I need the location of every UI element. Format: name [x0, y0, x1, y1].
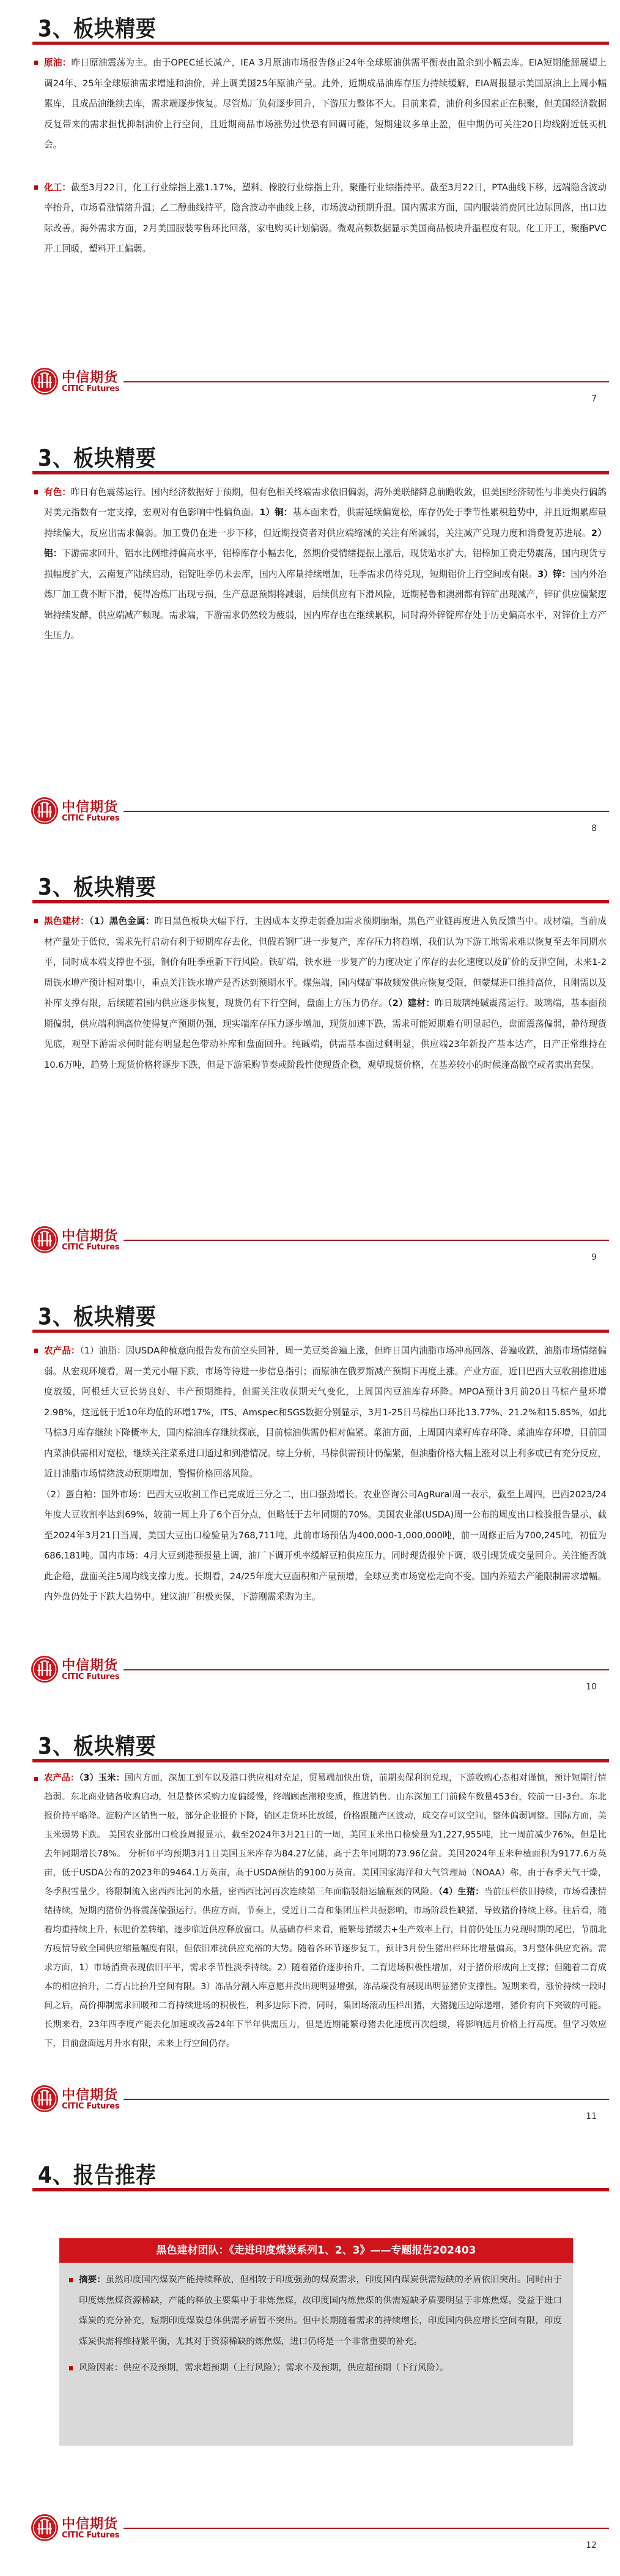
sector-label: 农产品：: [44, 1346, 80, 1356]
slide-footer: [31, 367, 609, 404]
slide-body: [44, 482, 607, 646]
page-number: 7: [591, 394, 597, 404]
brand-name-cn: 中信期货: [62, 1658, 119, 1673]
page-number: 12: [586, 2541, 597, 2551]
report-card[interactable]: [59, 2238, 573, 2446]
sector-label: 农产品：: [44, 1773, 79, 1783]
risk-text: 风险因素：供应不及预期，需求超预期（上行风险）；需求不及预期，供应超预期（下行风险）。: [79, 2363, 449, 2373]
bullet-paragraph: [44, 911, 607, 1075]
title-divider: [32, 1330, 609, 1333]
slide-body: [44, 1341, 607, 1607]
bullet-marker-icon: [69, 2278, 73, 2282]
title-divider: [32, 1759, 609, 1762]
bullet-marker-icon: [34, 1349, 38, 1353]
bullet-marker-icon: [34, 61, 38, 65]
brand-name-en: CITIC Futures: [62, 2101, 120, 2111]
sub-heading: （1）黑色金属：: [89, 916, 155, 927]
brand-name-cn: 中信期货: [62, 2086, 119, 2103]
slide-footer: [31, 797, 609, 833]
brand-name-cn: 中信期货: [62, 2516, 119, 2533]
paragraph-text: 当前压栏依旧持续，市场看涨情绪持续，短期内猪价仍将震荡偏强运行。供应方面，节奏上，受近日二育和集团压栏共振影响，市场阶段性缺猪，导致猪价持续上移。往后看，随着均重持续上升，标肥价差转缩，逐步临近供应释放窗口。从基础存栏来看，能繁母猪缓去+生产效率上行，目前仍处压力兑现时期的尾巴，节前北方疫情导致全国供应缩量幅度有限，但依旧难扰供应充裕的大势。随着各环节逐步复工，预计3月份生猪出栏环比增量偏高，3月整体供应充裕。需求方面，1）市场消费表现依旧平平，需求季节性淡季持续。2）随着猪价逐步抬升，二育进场积极性增加，对于猪价形成向上支撑；但随着二育成本的相应抬升，二育占比抬升空间有限。3）冻品分割入库意愿并没出现明显增强，冻品端没有展现出明显猪价支撑性。短期来看，涨价持续一段时间之后，高价抑制需求回暖和二育持续进场的积极性，利多边际下滑，同时，集团场滚动压栏出猪，大猪抛压边际递增，猪价有向下突破的可能。长期来看，23年四季度产能去化加速或改善24年下半年供需压力，但是近期能繁母猪去化速度再次趋缓，将影响远月价格上行高度。但学习效应下，目前盘面远月升水有限，未来上行空间仍存。: [44, 1886, 607, 2049]
brand-name-cn: 中信期货: [62, 798, 119, 815]
slide-body: [44, 53, 607, 259]
slide-body: [44, 911, 607, 1075]
citic-logo-icon: [31, 2085, 59, 2113]
slide-footer: [31, 2514, 609, 2550]
bullet-paragraph: [44, 177, 607, 259]
brand-name-en: CITIC Futures: [62, 384, 120, 393]
title-divider: [32, 471, 609, 474]
slide-title: 3、板块精要: [38, 874, 157, 901]
paragraph-text: 截至3月22日，化工行业综指上涨1.17%，塑料、橡胶行业综指上升，聚酯行业综指持平。截至3月22日，PTA曲线下移，远端隐含波动率抬升，市场看涨情绪升温；乙二醇曲线持平，隐含波动率曲线上移，市场波动预期升温。国内需求方面，国内服装消费同比边际回落，出口边际改善。海外需求方面，2月美国服装零售环比回落，家电购买计划偏弱。微观高频数据显示美国商品板块升温程度有限。化工开工，聚酯PVC开工回暖，塑料开工偏弱。: [44, 182, 607, 254]
sector-label: 有色：: [44, 486, 71, 497]
brand-name-cn: 中信期货: [62, 1228, 119, 1245]
page-number: 11: [586, 2111, 597, 2121]
brand-name-cn: 中信期货: [62, 370, 119, 385]
citic-logo-icon: [31, 797, 59, 825]
bullet-marker-icon: [69, 2366, 73, 2370]
paragraph-text: 基本面来看，供需延续偏宽松，库存仍处于季节性累积趋势中，并且近期累库量持续偏大，反应出需求偏弱。加工费仍在进一步下移，但近期投资者对供应端缩减的关注有所减弱，关注减产兑现力度和消费复苏进展。: [44, 507, 607, 538]
report-summary: [79, 2270, 562, 2352]
brand-name-en: CITIC Futures: [62, 1243, 120, 1253]
paragraph-text: 下游需求回升，铝水比例维持偏高水平，铝棒库存小幅去化，然期价受情绪提振上涨后，现货贴水扩大，铝棒加工费走势震荡，国内现货亏损幅度扩大，云南复产陆续启动，铝锭旺季仍未去库，国内入库量持续增加，旺季需求仍待兑现，短期铝价上行空间或有限。: [44, 548, 607, 579]
slide-body: [44, 1769, 607, 2053]
slide-title: 3、板块精要: [38, 15, 157, 42]
citic-logo-icon: [31, 367, 59, 395]
bullet-paragraph: [44, 482, 607, 646]
bullet-paragraph: [44, 1484, 607, 1607]
sub-heading: （2）建材：: [388, 998, 435, 1009]
slide-title: 3、板块精要: [38, 1303, 157, 1330]
citic-logo-icon: [31, 1226, 59, 1254]
title-divider: [32, 42, 609, 45]
slide-8: [0, 430, 620, 858]
slide-9: [0, 858, 620, 1287]
paragraph-text: 国内外冶炼厂加工费不断下滑，使得冶炼厂出现亏损，生产意愿预期将减弱，后续供应有下滑风险，近期秘鲁和澳洲都有锌矿出现减产，锌矿供应偏紧逻辑持续发酵，供应端减产频现。需求端，下游需求仍然较为疲弱，国内库存也在继续累积，同时海外锌锭库存处于历史偏高水平，对锌价上方产生压力。: [44, 568, 607, 641]
citic-logo-icon: [31, 1655, 59, 1683]
paragraph-text: 国内方面，深加工到车以及港口供应相对充足，贸易端加快出货，前期卖保利润兑现，下游收购心态相对谨慎，预计短期行情趋弱。东北商业储备收购启动，但是整体采购力度偏缓慢，终端顾虑潮粮变质，推进销售。山东深加工门前候车数量453台，较前一日-3台。东北报价持平略降。淀粉产区销售一般，部分企业报价下降，销区走货环比放缓，价格跟随产区波动，成交存可议空间，整体偏弱调整。国际方面，美玉米弱势下跌。 美国农业部出口检验周报显示，截至2024年3月21日的一周，美国玉米出口检验量为1,227,955吨，比一周前减少76%，但是比去年同期增长78%。 分析师平均预期3月1日美国玉米库存为84.27亿蒲，高于去年同期的73.96亿蒲。美国2024年玉米种植面积为9177.6万英亩，低于USDA公布的2023年的9464.1万英亩，高于USDA预估的9100万英亩。美国国家海洋和大气管理局（NOAA）称，由于春季天气干燥，冬季积雪量少，将限制流入密西西比河的水量，密西西比河再次连续第三年面临驳船运输瓶颈的风险。: [44, 1773, 607, 1897]
summary-text: 虽然印度国内煤炭产能持续释放，但相较于印度强劲的煤炭需求，印度国内煤炭供需短缺的矛盾依旧突出。同时由于印度炼焦煤资源稀缺，产能的释放主要集中于非炼焦煤，故印度国内炼焦煤的供需短缺矛盾要明显于非炼焦煤。受益于进口煤炭的充分补充，短期印度煤炭总体供需矛盾暂不突出。但中长期随着需求的持续增长，印度国内供应增长空间有限，印度煤炭供需将维持紧平衡，尤其对于资源稀缺的炼焦煤，进口仍将是一个非常重要的补充。: [79, 2275, 562, 2347]
bullet-paragraph: [44, 53, 607, 155]
footer-divider: [124, 2528, 609, 2529]
bullet-marker-icon: [34, 1777, 38, 1781]
title-divider: [32, 900, 609, 903]
sub-heading: （4）生猪：: [438, 1886, 484, 1897]
citic-logo-icon: [31, 2514, 59, 2542]
sub-heading: 3）锌：: [537, 568, 571, 579]
page-number: 10: [586, 1682, 597, 1692]
paragraph-text: 昨日黑色板块大幅下行，主因成本支撑走弱叠加需求预期崩塌，黑色产业链再度进入负反馈当中。成材端，当前成材产量处于低位，需求先行启动有利于短期库存去化，但假若钢厂进一步复产，库存压力将趋增，我们认为下游工地需求难以恢复至去年同期水平，同时成本端支撑也不强，钢价有旺季重新下行风险。铁矿端，铁水进一步复产的力度决定了库存的去化速度以及矿价的反弹空间，未来1-2周铁水增产预计相对集中，重点关注铁水增产是否达到预期水平。煤焦端，国内煤矿事故频发供应恢复受限，但蒙煤进口维持高位，且刚需以及补库支撑有限，后续随着国内供应逐步恢复，现货仍有下行空间，盘面上方压力仍存。: [44, 916, 607, 1009]
footer-divider: [124, 811, 609, 812]
slide-7: [0, 0, 620, 429]
footer-divider: [124, 2099, 609, 2100]
brand-name-en: CITIC Futures: [62, 2531, 120, 2541]
slide-title: 3、板块精要: [38, 444, 157, 472]
report-heading[interactable]: 黑色建材团队：《走进印度煤炭系列1、2、3》——专题报告202403: [59, 2238, 573, 2263]
footer-divider: [124, 381, 609, 382]
page-number: 9: [591, 1253, 597, 1263]
paragraph-text: 昨日原油震荡为主。由于OPEC延长减产，IEA 3月原油市场报告修正24年全球原油供需平衡表由盈余到小幅去库。EIA短期能源展望上调24年、25年全球原油需求增速和油价，并上调美国25年原油产量。此外，近期成品油库存压力持续缓解，EIA周报显示美国原油上上周小幅累库，且成品油继续去库，需求端逐步恢复。尽管炼厂负荷逐步回升，下游压力整体不大。目前来看，油价利多因素正在积聚，但美国经济数据反复带来的需求担忧抑制油价上行空间，且近期商品市场涨势过快恐有回调可能，短期建议多单止盈，但中期仍可关注20日均线附近低买机会。: [44, 58, 607, 150]
bullet-marker-icon: [34, 490, 38, 494]
paragraph-text: （2）蛋白粕：国外市场：巴西大豆收割工作已完成近三分之二，出口强劲增长。农业咨询公司AgRural周一表示，截至上周四，巴西2023/24年度大豆收割率达到69%，较前一周上升了6个百分点，但略低于去年同期的70%。美国农业部(USDA)周一公布的周度出口检验报告显示，截至2024年3月21日当周，美国大豆出口检验量为768,711吨，此前市场预估为400,000-1,000,000吨，前一周修正后为700,245吨，初值为686,181吨。国内市场：4月大豆到港预报量上调，油厂下调开机率缓解豆粕供应压力。同时现货报价下调，吸引现货成交量回升。关注能否就此企稳，盘面关注5周均线支撑力度。长期看，24/25年度大豆面积和产量预增，全球豆类市场宽松走向不变。国内养殖去产能限制需求增幅。内外盘仍处于下跌大趋势中。建议油厂积极卖保，下游刚需采购为主。: [42, 1489, 607, 1602]
page-number: 8: [591, 823, 597, 833]
slide-title: 4、报告推荐: [38, 2162, 157, 2189]
summary-label: 摘要：: [79, 2275, 106, 2285]
footer-divider: [124, 1669, 609, 1670]
slide-10: [0, 1288, 620, 1717]
slide-title: 3、板块精要: [38, 1732, 157, 1760]
sub-heading: 1）铜：: [259, 507, 293, 518]
paragraph-text: （1）油脂：因USDA种植意向报告发布前空头回补，周一美豆类普遍上涨，但昨日国内油脂市场冲高回落、普遍收跌，油脂市场情绪偏弱。从宏观环境看，周一美元小幅下跌，市场等待进一步信息指引；而原油在俄罗斯减产预期下再度上涨。产业方面，近日巴西大豆收割推进速度放缓，阿根廷大豆长势良好、丰产预期维持，但需关注收获期天气变化，上周国内豆油库存环降。MPOA预计3月前20日马棕产量环增2.98%，这远低于近10年均值的环增17%，ITS、Amspec和SGS数据分别显示，3月1-25日马棕出口环比13.77%、21.2%和15.85%，如此马棕3月库存继续下降概率大，国内棕油库存继续探底，目前棕油供需仍相对偏紧。菜油方面，上周国内菜籽库存环降、菜油库存环增，目前国内菜油供需相对宽松，继续关注菜系进口通过和到港情况。综上分析，马棕供需预计仍偏紧，但油脂价格大幅上涨对以上利多或已有充分反应，近日油脂市场情绪波动预期增加，警惕价格回落风险。: [44, 1346, 607, 1479]
sector-label: 化工：: [44, 182, 71, 193]
bullet-marker-icon: [34, 919, 38, 923]
bullet-marker-icon: [34, 185, 38, 190]
brand-name-en: CITIC Futures: [62, 813, 120, 823]
slide-12: [0, 2146, 620, 2575]
title-divider: [32, 2188, 609, 2191]
bullet-paragraph: [44, 1769, 607, 2053]
bullet-paragraph: [44, 1341, 607, 1484]
sub-heading: （3）玉米：: [79, 1773, 125, 1783]
slide-footer: [31, 1655, 609, 1692]
paragraph-text: 昨日有色震荡运行。国内经济数据好于预期，但有色相关终端需求依旧偏弱，海外美联储降息前瞻收敛，但美国经济韧性与非美央行偏鸽对美元指数有一定支撑，宏观对有色影响中性偏负面。: [44, 486, 607, 518]
sub-heading: 2）铝：: [44, 527, 607, 559]
slide-footer: [31, 1226, 609, 1262]
brand-name-en: CITIC Futures: [62, 1672, 120, 1681]
report-body: [79, 2270, 562, 2379]
sector-label: 黑色建材：: [44, 916, 89, 927]
footer-divider: [124, 1240, 609, 1241]
slide-11: [0, 1718, 620, 2146]
paragraph-text: 昨日玻璃纯碱震荡运行。玻璃端，基本面预期偏弱，供应端利润高位使得复产预期仍强，现实端库存压力逐步增加，现货加速下跌，需求可能短期难有明显起色，盘面震荡偏弱，静待现货见底，观望下游需求何时能有明显起色带动补库和盘面回升。纯碱端，供需基本面过剩明显，供应端23年新投产基本达产，日产正常维持在10.6万吨，趋势上现货价格将逐步下跌，但是下游采购节奏或阶段性使现货企稳，观望现货价格，在基差较小的时候逢高做空或者卖出套保。: [44, 998, 607, 1070]
slide-footer: [31, 2085, 609, 2121]
report-risk: [79, 2358, 562, 2379]
sector-label: 原油：: [44, 58, 72, 68]
